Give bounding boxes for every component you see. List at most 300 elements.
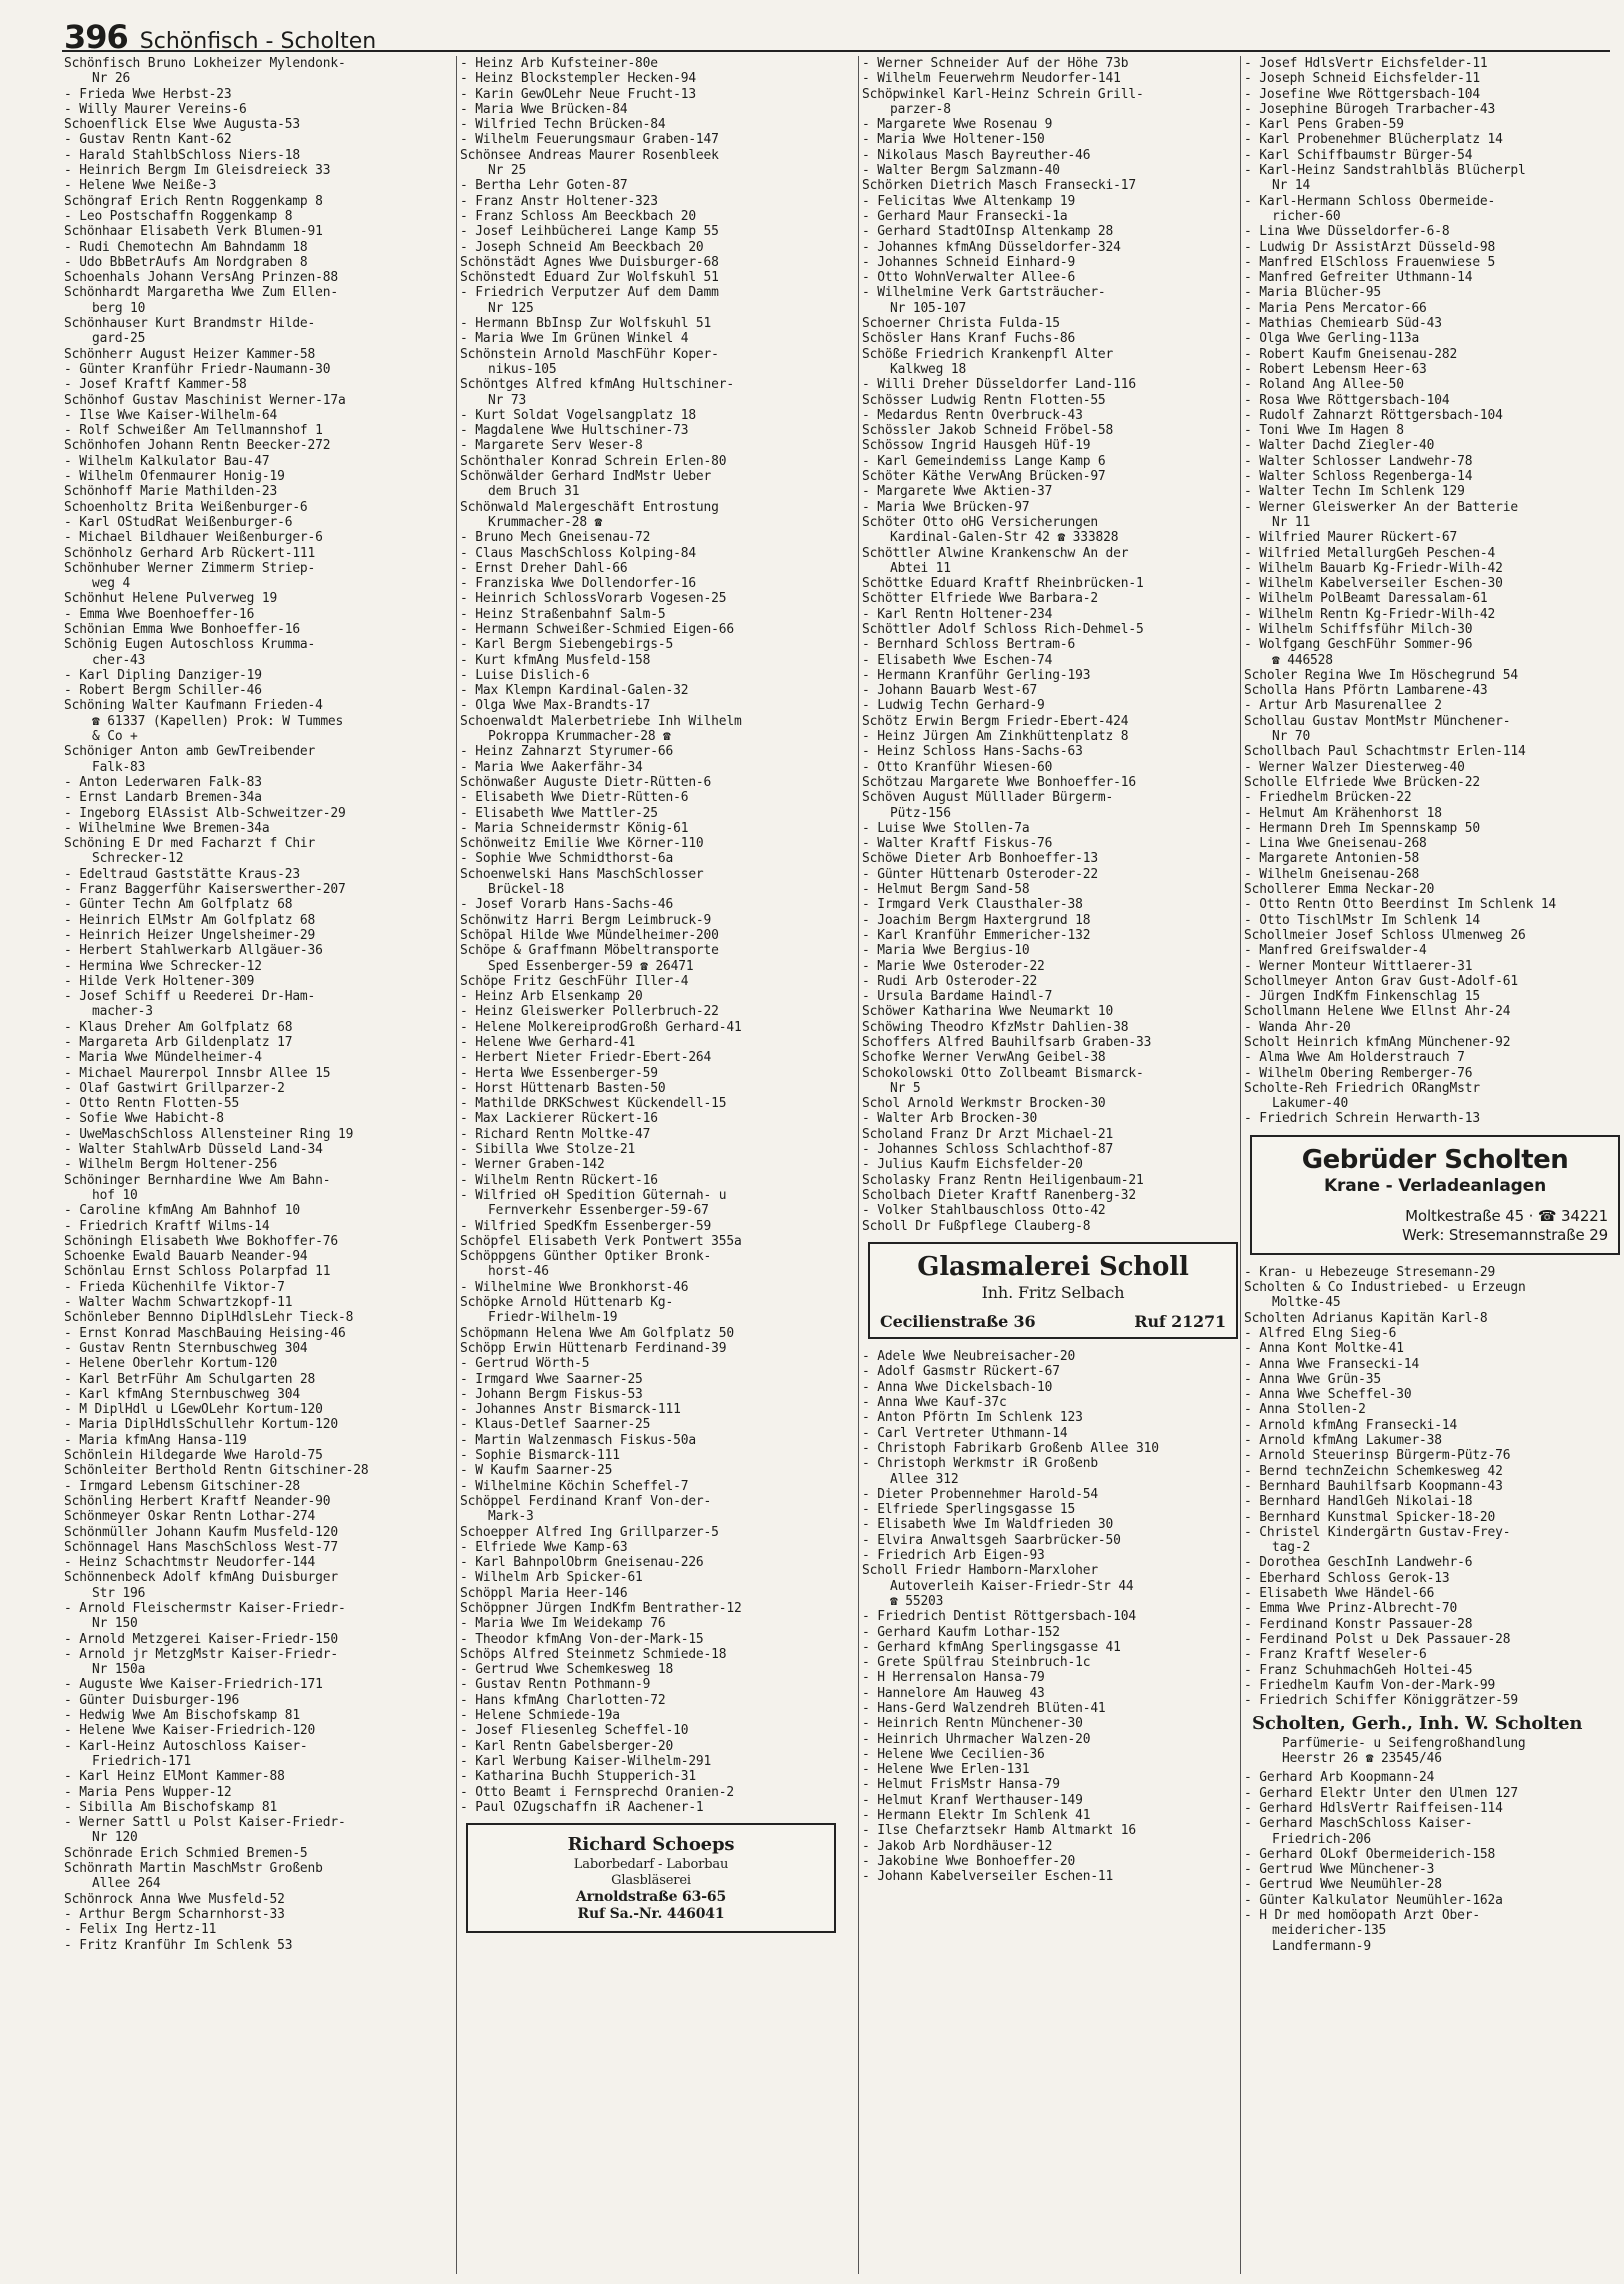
- directory-entry: - Wilhelm Feuerungsmaur Graben-147: [460, 132, 719, 148]
- directory-entry: Nr 26: [92, 71, 131, 87]
- directory-entry: Schollerer Emma Neckar-20: [1244, 882, 1435, 898]
- directory-entry: Str 196: [92, 1585, 146, 1601]
- directory-entry: - Josefine Wwe Röttgersbach-104: [1244, 86, 1480, 102]
- directory-entry: - Karl Rentn Holtener-234: [862, 606, 1053, 622]
- directory-entry: - Lina Wwe Düsseldorfer-6-8: [1244, 224, 1450, 240]
- directory-entry: Scholbach Dieter Kraftf Ranenberg-32: [862, 1187, 1136, 1203]
- directory-entry: Schol Arnold Werkmstr Brocken-30: [862, 1096, 1106, 1112]
- directory-entry: - Karl-Heinz Autoschloss Kaiser-: [64, 1738, 308, 1754]
- directory-entry: - Mathias Chemiearb Süd-43: [1244, 316, 1442, 332]
- directory-entry: - Helene Wwe Erlen-131: [862, 1762, 1030, 1778]
- directory-entry: Schoepper Alfred Ing Grillparzer-5: [460, 1524, 719, 1540]
- directory-entry: - Sofie Wwe Habicht-8: [64, 1111, 224, 1127]
- directory-entry: - Wilhelm Ofenmaurer Honig-19: [64, 469, 285, 485]
- directory-entry: - Heinrich SchlossVorarb Vogesen-25: [460, 591, 727, 607]
- directory-entry: - Carl Vertreter Uthmann-14: [862, 1425, 1068, 1441]
- directory-entry: Schöwe Dieter Arb Bonhoeffer-13: [862, 851, 1098, 867]
- directory-entry: - Johann Bergm Fiskus-53: [460, 1386, 643, 1402]
- directory-entry: - Karl Dipling Danziger-19: [64, 667, 262, 683]
- advertisement-schoeps: [466, 1823, 836, 1933]
- directory-entry: tag-2: [1272, 1540, 1311, 1556]
- directory-entry: - Robert Bergm Schiller-46: [64, 683, 262, 699]
- directory-entry: - Wanda Ahr-20: [1244, 1019, 1351, 1035]
- directory-entry: - Otto Rentn Otto Beerdinst Im Schlenk 14: [1244, 897, 1557, 913]
- directory-entry: Schössow Ingrid Hausgeh Hüf-19: [862, 438, 1091, 454]
- directory-entry: - Werner Walzer Diesterweg-40: [1244, 759, 1465, 775]
- directory-entry: - Kran- u Hebezeuge Stresemann-29: [1244, 1264, 1496, 1280]
- directory-entry: Schoffers Alfred Bauhilfsarb Graben-33: [862, 1035, 1152, 1050]
- directory-entry: Schönleiter Berthold Rentn Gitschiner-28: [64, 1463, 369, 1479]
- directory-entry: - Anna Wwe Scheffel-30: [1244, 1387, 1412, 1403]
- directory-entry: - Ursula Bardame Haindl-7: [862, 989, 1053, 1005]
- directory-entry: - Walter Arb Brocken-30: [862, 1111, 1038, 1127]
- directory-entry: - Franz Schloss Am Beeckbach 20: [460, 208, 696, 224]
- directory-entry: - Manfred ElSchloss Frauenwiese 5: [1244, 254, 1496, 270]
- directory-entry: - Rolf Schweißer Am Tellmannshof 1: [64, 423, 323, 439]
- directory-entry: Schöps Alfred Steinmetz Schmiede-18: [460, 1646, 727, 1662]
- directory-entry: - Wilhelm Schiffsführ Milch-30: [1244, 621, 1473, 637]
- directory-entry: - Heinz Gleiswerker Pollerbruch-22: [460, 1004, 719, 1020]
- directory-entry: - Heinz Arb Kufsteiner-80e: [460, 56, 658, 71]
- directory-entry: - Elfriede Sperlingsgasse 15: [862, 1502, 1076, 1518]
- directory-entry: - Artur Arb Masurenallee 2: [1244, 698, 1442, 714]
- directory-entry: - Arnold kfmAng Fransecki-14: [1244, 1417, 1458, 1433]
- directory-entry: - Toni Wwe Im Hagen 8: [1244, 423, 1404, 439]
- directory-entry: Schoenhals Johann VersAng Prinzen-88: [64, 270, 338, 286]
- directory-entry: - Gertrud Wwe Schemkesweg 18: [460, 1662, 674, 1678]
- directory-entry: - Wilhelmine Wwe Bronkhorst-46: [460, 1279, 689, 1295]
- directory-entry: Schösser Ludwig Rentn Flotten-55: [862, 392, 1106, 408]
- directory-entry: - Karin GewOLehr Neue Frucht-13: [460, 86, 696, 102]
- directory-entry: - Otto WohnVerwalter Allee-6: [862, 270, 1076, 286]
- directory-entry: - Felix Ing Hertz-11: [64, 1922, 217, 1938]
- directory-entry: - Maria Pens Wupper-12: [64, 1784, 232, 1800]
- directory-entry: - Heinrich Bergm Im Gleisdreieck 33: [64, 163, 331, 179]
- directory-entry: - Maria Wwe Im Grünen Winkel 4: [460, 331, 689, 347]
- directory-entry: - Otto TischlMstr Im Schlenk 14: [1244, 912, 1480, 928]
- directory-entry: Falk-83: [92, 759, 146, 775]
- directory-entry: Schönian Emma Wwe Bonhoeffer-16: [64, 621, 300, 637]
- directory-entry: - Elvira Anwaltsgeh Saarbrücker-50: [862, 1532, 1121, 1548]
- directory-entry: - Franz SchuhmachGeh Holtei-45: [1244, 1662, 1473, 1678]
- directory-entry: - Werner Sattl u Polst Kaiser-Friedr-: [64, 1815, 346, 1831]
- directory-entry: - Otto Rentn Flotten-55: [64, 1096, 240, 1112]
- directory-entry: - Manfred Greifswalder-4: [1244, 943, 1427, 959]
- directory-entry: Schoenke Ewald Bauarb Neander-94: [64, 1249, 308, 1265]
- directory-entry: - Wilhelm Kabelverseiler Eschen-30: [1244, 576, 1503, 592]
- directory-entry: - Martin Walzenmasch Fiskus-50a: [460, 1432, 696, 1448]
- directory-entry: Schönthaler Konrad Schrein Erlen-80: [460, 453, 727, 469]
- directory-entry: - Maria Wwe Bergius-10: [862, 943, 1030, 959]
- directory-entry: - Helmut Kranf Werthauser-149: [862, 1792, 1083, 1808]
- directory-entry: Scholten & Co Industriebed- u Erzeugn: [1244, 1280, 1526, 1296]
- directory-entry: Schoenflick Else Wwe Augusta-53: [64, 117, 300, 133]
- directory-entry: Nr 70: [1272, 729, 1311, 745]
- directory-entry: Scholle Elfriede Wwe Brücken-22: [1244, 774, 1480, 790]
- directory-entry: berg 10: [92, 300, 146, 316]
- directory-entry: - Ludwig Dr AssistArzt Düsseld-98: [1244, 239, 1496, 255]
- directory-entry: - Wilhelm Rentn Kg-Friedr-Wilh-42: [1244, 606, 1496, 622]
- directory-entry: Abtei 11: [890, 560, 951, 576]
- directory-entry: - Christel Kindergärtn Gustav-Frey-: [1244, 1524, 1511, 1540]
- directory-entry: - Rudolf Zahnarzt Röttgersbach-104: [1244, 407, 1503, 423]
- directory-entry: Scholer Regina Wwe Im Höschegrund 54: [1244, 667, 1518, 683]
- ad-company-name: Richard Schoeps: [567, 1834, 735, 1856]
- directory-entry: - Anna Wwe Dickelsbach-10: [862, 1379, 1053, 1395]
- directory-entry: - Friedhelm Kaufm Von-der-Mark-99: [1244, 1677, 1496, 1693]
- directory-entry: - Gerhard Elektr Unter den Ulmen 127: [1244, 1785, 1518, 1801]
- directory-column-2: [460, 56, 848, 1943]
- directory-entry: - Michael Maurerpol Innsbr Allee 15: [64, 1065, 331, 1081]
- directory-entry: - Franz Baggerführ Kaiserswerther-207: [64, 882, 346, 898]
- directory-entry: - Wilfried oH Spedition Güternah- u: [460, 1187, 727, 1203]
- directory-entry: - Olaf Gastwirt Grillparzer-2: [64, 1080, 285, 1096]
- directory-entry: Schötter Elfriede Wwe Barbara-2: [862, 591, 1098, 607]
- directory-entry: - Joachim Bergm Haxtergrund 18: [862, 912, 1091, 928]
- directory-entry: - Wolfgang GeschFühr Sommer-96: [1244, 637, 1473, 653]
- directory-entry: Schönhardt Margaretha Wwe Zum Ellen-: [64, 285, 338, 301]
- directory-entry: - Gerhard Maur Fransecki-1a: [862, 208, 1068, 224]
- advertisement-scholten-parfuemerie: [1252, 1712, 1624, 1766]
- directory-entry: - Joseph Schneid Am Beeckbach 20: [460, 239, 704, 255]
- directory-entry: - Josef HdlsVertr Eichsfelder-11: [1244, 56, 1488, 71]
- directory-entry: - Friedrich Kraftf Wilms-14: [64, 1218, 270, 1234]
- directory-entry: Schöpe & Graffmann Möbeltransporte: [460, 943, 719, 959]
- directory-entry: - W Kaufm Saarner-25: [460, 1463, 613, 1479]
- directory-entry: Nr 125: [488, 300, 534, 316]
- directory-entry: - Heinrich Uhrmacher Walzen-20: [862, 1731, 1091, 1747]
- directory-entry: Schöning Walter Kaufmann Frieden-4: [64, 698, 323, 714]
- directory-entry: - Anton Lederwaren Falk-83: [64, 774, 262, 790]
- directory-entry: - Heinz Blockstempler Hecken-94: [460, 71, 696, 87]
- directory-entry: Scholand Franz Dr Arzt Michael-21: [862, 1126, 1114, 1142]
- directory-entry: Schönhoff Marie Mathilden-23: [64, 484, 278, 500]
- directory-entry: - Edeltraud Gaststätte Kraus-23: [64, 866, 300, 882]
- directory-entry: - Anna Wwe Kauf-37c: [862, 1395, 1007, 1411]
- directory-entry: - Gustav Rentn Kant-62: [64, 132, 232, 148]
- directory-entry: - Franziska Wwe Dollendorfer-16: [460, 576, 696, 592]
- directory-entry: - Gerhard Arb Koopmann-24: [1244, 1770, 1435, 1786]
- directory-entry: - Robert Lebensm Heer-63: [1244, 361, 1427, 377]
- directory-entry: Schöppgens Günther Optiker Bronk-: [460, 1249, 712, 1265]
- directory-entry: - Anna Wwe Grün-35: [1244, 1371, 1381, 1387]
- directory-entry: - Helene Schmiede-19a: [460, 1708, 620, 1724]
- directory-entry: - Klaus-Detlef Saarner-25: [460, 1417, 651, 1433]
- directory-entry: Schönnenbeck Adolf kfmAng Duisburger: [64, 1570, 338, 1586]
- directory-entry: - Werner Schneider Auf der Höhe 73b: [862, 56, 1129, 71]
- directory-entry: - Josef Schiff u Reederei Dr-Ham-: [64, 989, 316, 1005]
- directory-entry: - Maria Schneidermstr König-61: [460, 820, 689, 836]
- directory-entry: - Bernhard HandlGeh Nikolai-18: [1244, 1494, 1473, 1510]
- directory-entry: Schötz Erwin Bergm Friedr-Ebert-424: [862, 713, 1129, 729]
- directory-entry: Schönwaßer Auguste Dietr-Rütten-6: [460, 774, 712, 790]
- directory-entry: Schönhaar Elisabeth Verk Blumen-91: [64, 224, 323, 240]
- directory-entry: Schönstädt Agnes Wwe Duisburger-68: [460, 254, 719, 270]
- directory-entry: - Hermann Schweißer-Schmied Eigen-66: [460, 621, 734, 637]
- directory-entry: - Jürgen IndKfm Finkenschlag 15: [1244, 989, 1480, 1005]
- directory-entry: - Nikolaus Masch Bayreuther-46: [862, 147, 1091, 163]
- directory-entry: - Friedrich Schiffer Königgrätzer-59: [1244, 1693, 1518, 1709]
- directory-entry: cher-43: [92, 652, 146, 668]
- directory-entry: - Werner Graben-142: [460, 1157, 605, 1173]
- directory-entry: - Karl Kranführ Emmericher-132: [862, 927, 1091, 943]
- directory-entry: Schöniger Anton amb GewTreibender: [64, 744, 316, 760]
- directory-entry: - Josef Fliesenleg Scheffel-10: [460, 1723, 689, 1739]
- directory-entry: - Ludwig Techn Gerhard-9: [862, 698, 1045, 714]
- directory-entry: ☎ 55203: [890, 1593, 944, 1609]
- directory-entry: - Willy Maurer Vereins-6: [64, 101, 247, 117]
- directory-entry: Schönmeyer Oskar Rentn Lothar-274: [64, 1509, 316, 1525]
- directory-entry: Schöttler Adolf Schloss Rich-Dehmel-5: [862, 621, 1144, 637]
- directory-entry: - Maria Wwe Mündelheimer-4: [64, 1050, 262, 1066]
- directory-entry: - Franz Anstr Holtener-323: [460, 193, 658, 209]
- directory-entry: - Helene Wwe Neiße-3: [64, 178, 217, 194]
- directory-entry: - Volker Stahlbauschloss Otto-42: [862, 1203, 1106, 1219]
- directory-entry: - UweMaschSchloss Allensteiner Ring 19: [64, 1126, 354, 1142]
- directory-entry: Schönrath Martin MaschMstr Großenb: [64, 1861, 323, 1877]
- directory-entry: - Irmgard Verk Clausthaler-38: [862, 897, 1083, 913]
- directory-entry: - Arthur Bergm Scharnhorst-33: [64, 1906, 285, 1922]
- directory-entry: - Richard Rentn Moltke-47: [460, 1126, 651, 1142]
- directory-entry: Schöwing Theodro KfzMstr Dahlien-38: [862, 1019, 1129, 1035]
- directory-entry: - Horst Hüttenarb Basten-50: [460, 1080, 666, 1096]
- directory-entry: Schönrade Erich Schmied Bremen-5: [64, 1845, 308, 1861]
- directory-entry: - Manfred Gefreiter Uthmann-14: [1244, 270, 1473, 286]
- directory-entry: - Sibilla Wwe Stolze-21: [460, 1142, 636, 1158]
- directory-entry: - Wilhelm Bergm Holtener-256: [64, 1157, 278, 1173]
- directory-entry: Sped Essenberger-59 ☎ 26471: [488, 958, 694, 974]
- directory-entry: - Helene Wwe Kaiser-Friedrich-120: [64, 1723, 316, 1739]
- directory-entry: - Klaus Dreher Am Golfplatz 68: [64, 1019, 293, 1035]
- directory-entry: - Hedwig Wwe Am Bischofskamp 81: [64, 1708, 300, 1724]
- directory-entry: Schöningh Elisabeth Wwe Bokhoffer-76: [64, 1233, 338, 1249]
- directory-entry: - Hans kfmAng Charlotten-72: [460, 1692, 666, 1708]
- directory-entry: - Gustav Rentn Pothmann-9: [460, 1677, 651, 1693]
- directory-entry: - Herbert Stahlwerkarb Allgäuer-36: [64, 943, 323, 959]
- directory-entry: Brückel-18: [488, 882, 565, 898]
- directory-entry: - Wilhelm Bauarb Kg-Friedr-Wilh-42: [1244, 560, 1503, 576]
- directory-entry: Friedrich-171: [92, 1753, 191, 1769]
- directory-entry: - Günter Hüttenarb Osteroder-22: [862, 866, 1098, 882]
- directory-entry: - Gerhard kfmAng Sperlingsgasse 41: [862, 1639, 1121, 1655]
- directory-entry: Schollau Gustav MontMstr Münchener-: [1244, 713, 1511, 729]
- directory-entry: Schönwälder Gerhard IndMstr Ueber: [460, 469, 712, 485]
- directory-entry: - Karl Gemeindemiss Lange Kamp 6: [862, 453, 1106, 469]
- directory-entry: - Christoph Fabrikarb Großenb Allee 310: [862, 1440, 1159, 1456]
- directory-entry: Schoenwelski Hans MaschSchlosser: [460, 866, 704, 882]
- directory-entry: - Gerhard StadtOInsp Altenkamp 28: [862, 224, 1114, 240]
- directory-entry: Moltke-45: [1272, 1295, 1341, 1311]
- directory-entry: - Josephine Bürogeh Trarbacher-43: [1244, 101, 1496, 117]
- directory-entry: Schönholz Gerhard Arb Rückert-111: [64, 545, 316, 561]
- directory-entry: Schöntges Alfred kfmAng Hultschiner-: [460, 377, 734, 393]
- directory-entry: - Wilhelmine Wwe Bremen-34a: [64, 820, 270, 836]
- directory-entry: - Otto Beamt i Fernsprechd Oranien-2: [460, 1784, 734, 1800]
- directory-entry: Schöppl Maria Heer-146: [460, 1585, 628, 1601]
- directory-entry: gard-25: [92, 331, 146, 347]
- directory-entry: - Margareta Arb Gildenplatz 17: [64, 1035, 293, 1050]
- directory-entry: Nr 150: [92, 1616, 138, 1632]
- directory-entry: - Robert Kaufm Gneisenau-282: [1244, 346, 1458, 362]
- directory-entry: - Max Lackierer Rückert-16: [460, 1111, 658, 1127]
- directory-entry: Scholt Heinrich kfmAng Münchener-92: [1244, 1035, 1511, 1050]
- directory-entry: - Willi Dreher Düsseldorfer Land-116: [862, 377, 1136, 393]
- directory-entry: Schöter Otto oHG Versicherungen: [862, 514, 1098, 530]
- running-title: Schönfisch - Scholten: [139, 29, 377, 54]
- directory-entry: - Rosa Wwe Röttgersbach-104: [1244, 392, 1450, 408]
- directory-entry: - Margarete Serv Weser-8: [460, 438, 643, 454]
- directory-entry: - Joseph Schneid Eichsfelder-11: [1244, 71, 1480, 87]
- directory-entry: - Otto Kranführ Wiesen-60: [862, 759, 1053, 775]
- directory-entry: - Günter Techn Am Golfplatz 68: [64, 897, 293, 913]
- directory-entry: - Johannes Schneid Einhard-9: [862, 254, 1076, 270]
- directory-entry: - Arnold Fleischermstr Kaiser-Friedr-: [64, 1600, 346, 1616]
- directory-entry: Schofke Werner VerwAng Geibel-38: [862, 1050, 1106, 1066]
- directory-entry: Schönweitz Emilie Wwe Körner-110: [460, 836, 704, 852]
- directory-entry: - Maria Wwe Brücken-97: [862, 499, 1030, 515]
- directory-entry: - Wilhelm PolBeamt Daressalam-61: [1244, 591, 1488, 607]
- ad-company-name: Glasmalerei Scholl: [917, 1251, 1189, 1282]
- directory-entry: Schollmeier Josef Schloss Ulmenweg 26: [1244, 927, 1526, 943]
- directory-entry: - Alfred Elng Sieg-6: [1244, 1325, 1397, 1341]
- directory-entry: - Wilhelm Obering Remberger-76: [1244, 1065, 1473, 1081]
- directory-entry: Pokroppa Krummacher-28 ☎: [488, 729, 671, 745]
- directory-entry: Schöpfel Elisabeth Verk Pontwert 355a: [460, 1233, 742, 1249]
- directory-entry: - Kurt kfmAng Musfeld-158: [460, 652, 651, 668]
- directory-entry: Schöpwinkel Karl-Heinz Schrein Grill-: [862, 86, 1144, 102]
- directory-entry: - Luise Wwe Stollen-7a: [862, 820, 1030, 836]
- directory-entry: - Maria Wwe Holtener-150: [862, 132, 1045, 148]
- directory-entry: - Eberhard Schloss Gerok-13: [1244, 1570, 1450, 1586]
- directory-entry: - Karl Rentn Gabelsberger-20: [460, 1738, 674, 1754]
- directory-entry: - Wilhelm Arb Spicker-61: [460, 1570, 643, 1586]
- directory-entry: - Helene MolkereiprodGroßh Gerhard-41: [460, 1019, 742, 1035]
- directory-entry: - Helmut FrisMstr Hansa-79: [862, 1777, 1060, 1793]
- directory-entry: - Grete Spülfrau Steinbruch-1c: [862, 1655, 1091, 1671]
- directory-entry: - Wilfried SpedKfm Essenberger-59: [460, 1218, 712, 1234]
- directory-entry: Schöße Friedrich Krankenpfl Alter: [862, 346, 1114, 362]
- directory-entry: - Ernst Dreher Dahl-66: [460, 560, 628, 576]
- directory-entry: - Alma Wwe Am Holderstrauch 7: [1244, 1050, 1465, 1066]
- directory-entry: Scholla Hans Pförtn Lambarene-43: [1244, 683, 1488, 699]
- ad-line: Moltkestraße 45 · ☎ 34221: [1405, 1206, 1608, 1225]
- directory-entry: Scholl Friedr Hamborn-Marxloher: [862, 1563, 1098, 1579]
- directory-entry: - Julius Kaufm Eichsfelder-20: [862, 1157, 1083, 1173]
- directory-entry: - Arnold jr MetzgMstr Kaiser-Friedr-: [64, 1646, 338, 1662]
- directory-entry: Schöpp Erwin Hüttenarb Ferdinand-39: [460, 1340, 727, 1356]
- directory-entry: Schönmüller Johann Kaufm Musfeld-120: [64, 1524, 338, 1540]
- directory-column-4: [1244, 56, 1624, 1954]
- directory-entry: Schönherr August Heizer Kammer-58: [64, 346, 316, 362]
- directory-entry: - Johannes Anstr Bismarck-111: [460, 1402, 681, 1418]
- directory-entry: Fernverkehr Essenberger-59-67: [488, 1203, 709, 1219]
- directory-entry: - Elisabeth Wwe Im Waldfrieden 30: [862, 1517, 1114, 1533]
- directory-entry: Kalkweg 18: [890, 361, 967, 377]
- directory-entry: - Helene Wwe Gerhard-41: [460, 1035, 636, 1050]
- directory-entry: - Walter StahlwArb Düsseld Land-34: [64, 1142, 323, 1158]
- directory-entry: - Hilde Verk Holtener-309: [64, 973, 255, 989]
- directory-entry: Landfermann-9: [1272, 1938, 1371, 1954]
- directory-entry: - Günter Kalkulator Neumühler-162a: [1244, 1892, 1503, 1908]
- directory-entry: Schönhuber Werner Zimmerm Striep-: [64, 560, 316, 576]
- directory-entry: - Felicitas Wwe Altenkamp 19: [862, 193, 1076, 209]
- directory-entry: - Werner Monteur Wittlaerer-31: [1244, 958, 1473, 974]
- directory-entry: - Friedrich Arb Eigen-93: [862, 1548, 1045, 1564]
- directory-entry: - Anna Kont Moltke-41: [1244, 1341, 1404, 1357]
- directory-entry: - Elisabeth Wwe Dietr-Rütten-6: [460, 790, 689, 806]
- directory-entry: - Ingeborg ElAssist Alb-Schweitzer-29: [64, 805, 346, 821]
- directory-entry: Friedrich-206: [1272, 1831, 1371, 1847]
- directory-entry: parzer-8: [890, 101, 951, 117]
- directory-entry: - Margarete Wwe Aktien-37: [862, 484, 1053, 500]
- directory-entry: Schönrock Anna Wwe Musfeld-52: [64, 1891, 285, 1907]
- directory-entry: - Hannelore Am Hauweg 43: [862, 1685, 1045, 1701]
- directory-entry: hof 10: [92, 1187, 138, 1203]
- directory-entry: - Bernhard Bauhilfsarb Koopmann-43: [1244, 1478, 1503, 1494]
- directory-entry: - Josef Kraftf Kammer-58: [64, 377, 247, 393]
- directory-entry: - Walter Kraftf Fiskus-76: [862, 836, 1053, 852]
- directory-entry: - Maria Wwe Brücken-84: [460, 101, 628, 117]
- directory-entry: ☎ 446528: [1272, 652, 1333, 668]
- ad-street: Cecilienstraße 36: [880, 1311, 1036, 1331]
- directory-entry: - Hermann Kranführ Gerling-193: [862, 667, 1091, 683]
- directory-entry: - Walter Schloss Regenberga-14: [1244, 469, 1473, 485]
- directory-entry: - Werner Gleiswerker An der Batterie: [1244, 499, 1518, 515]
- directory-entry: meidericher-135: [1272, 1923, 1387, 1939]
- directory-entry: - Arnold kfmAng Lakumer-38: [1244, 1433, 1442, 1449]
- directory-entry: - Sophie Bismarck-111: [460, 1448, 620, 1464]
- directory-entry: Kardinal-Galen-Str 42 ☎ 333828: [890, 530, 1119, 546]
- directory-entry: - Maria Blücher-95: [1244, 285, 1381, 301]
- directory-entry: - Walter Techn Im Schlenk 129: [1244, 484, 1465, 500]
- directory-entry: - Karl Werbung Kaiser-Wilhelm-291: [460, 1753, 712, 1769]
- directory-entry: Schönleber Bennno DiplHdlsLehr Tieck-8: [64, 1310, 354, 1326]
- directory-entry: - Elisabeth Wwe Eschen-74: [862, 652, 1053, 668]
- directory-entry: - Friedrich Dentist Röttgersbach-104: [862, 1609, 1136, 1625]
- directory-entry: Schösler Hans Kranf Fuchs-86: [862, 331, 1076, 347]
- directory-entry: Schönfisch Bruno Lokheizer Mylendonk-: [64, 56, 346, 71]
- directory-entry: - Michael Bildhauer Weißenburger-6: [64, 530, 323, 546]
- directory-entry: Allee 264: [92, 1876, 161, 1892]
- directory-entry: - Wilfried Techn Brücken-84: [460, 117, 666, 133]
- directory-entry: - Gertrud Wwe Münchener-3: [1244, 1862, 1435, 1878]
- directory-entry: Schollmann Helene Wwe Ellnst Ahr-24: [1244, 1004, 1511, 1020]
- directory-entry: - Maria DiplHdlsSchullehr Kortum-120: [64, 1417, 338, 1433]
- directory-entry: Schollmeyer Anton Grav Gust-Adolf-61: [1244, 973, 1518, 989]
- directory-entry: - Karl OStudRat Weißenburger-6: [64, 514, 293, 530]
- directory-entry: - Wilfried MetallurgGeh Peschen-4: [1244, 545, 1496, 561]
- directory-entry: - Gerhard MaschSchloss Kaiser-: [1244, 1816, 1473, 1832]
- directory-entry: Schönwald Malergeschäft Entrostung: [460, 499, 719, 515]
- directory-entry: - Karl Bergm Siebengebirgs-5: [460, 637, 674, 653]
- directory-column-1: [64, 56, 452, 1953]
- directory-entry: - Rudi Arb Osteroder-22: [862, 973, 1038, 989]
- column-divider: [858, 56, 859, 2274]
- ad-owner: Inh. Fritz Selbach: [981, 1282, 1125, 1302]
- directory-entry: - Heinz Schloss Hans-Sachs-63: [862, 744, 1083, 760]
- directory-entry: Schöning E Dr med Facharzt f Chir: [64, 836, 316, 852]
- directory-entry: - Bertha Lehr Goten-87: [460, 178, 628, 194]
- ad-tagline: Krane - Verladeanlagen: [1323, 1175, 1547, 1196]
- directory-entry: - Maria Wwe Im Weidekamp 76: [460, 1616, 666, 1632]
- directory-entry: - Wilhelm Rentn Rückert-16: [460, 1172, 658, 1188]
- directory-entry: - Friedrich Schrein Herwarth-13: [1244, 1111, 1480, 1127]
- ad-address: [1262, 1207, 1608, 1245]
- directory-entry: Schoerner Christa Fulda-15: [862, 316, 1060, 332]
- directory-entry: - Anton Pförtn Im Schlenk 123: [862, 1410, 1083, 1426]
- directory-entry: Schönhauser Kurt Brandmstr Hilde-: [64, 316, 316, 332]
- directory-entry: dem Bruch 31: [488, 484, 580, 500]
